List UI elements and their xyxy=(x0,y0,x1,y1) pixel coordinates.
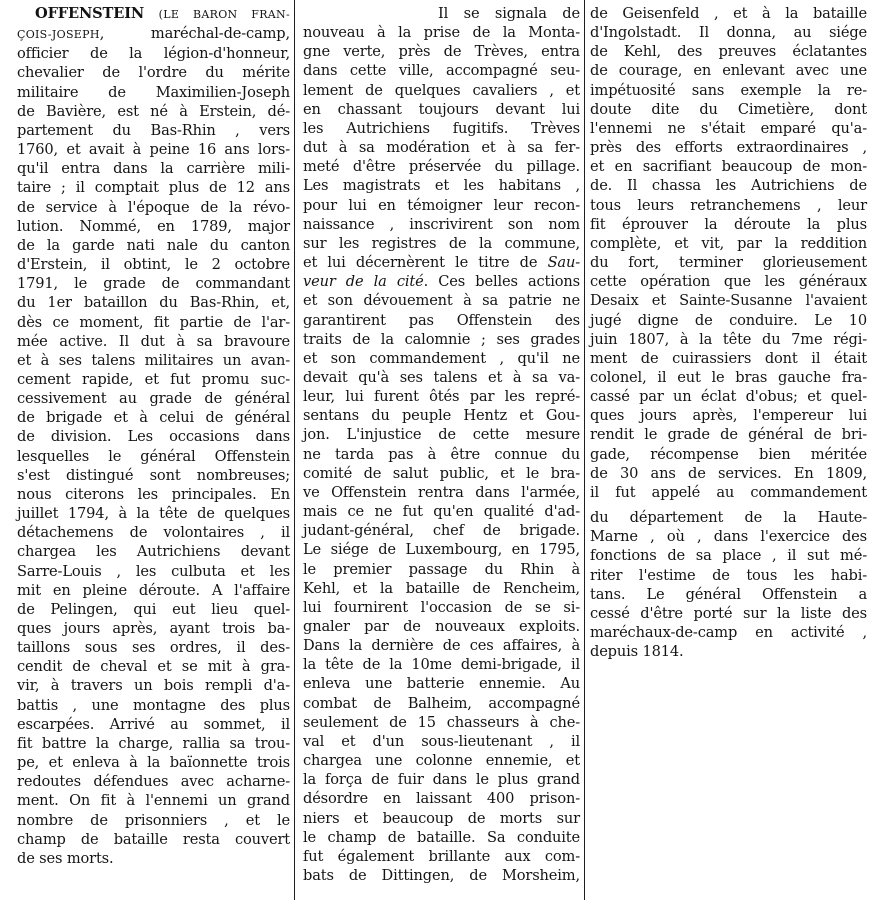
text-line: depuis 1814. xyxy=(590,643,684,661)
text-line: du fort, terminer glorieusement xyxy=(590,254,867,272)
text-line: ve Offenstein rentra dans l'armée, xyxy=(303,483,580,501)
text-line: 1791, le grade de commandant xyxy=(17,275,290,293)
text-line: Desaix et Sainte-Susanne l'avaient xyxy=(590,292,867,310)
text-line: ques jours après, ayant trois ba- xyxy=(17,620,290,637)
text-line: de service à l'époque de la révo- xyxy=(17,198,290,216)
text-line: taillons sous ses ordres, il des- xyxy=(17,639,290,657)
title-smallcaps: (LE BARON FRAN- xyxy=(158,8,290,21)
text-line: tous leurs retranchemens , leur xyxy=(590,196,867,214)
text-line: leur, lui furent ôtés par les repré- xyxy=(303,388,580,406)
text-line: juillet 1794, à la tête de quelques xyxy=(17,505,290,523)
text-line: partement du Bas-Rhin , vers xyxy=(17,121,290,139)
text-line: nous citerons les principales. En xyxy=(17,485,290,503)
text-line: pe, et enleva à la baïonnette trois xyxy=(17,754,290,772)
text-line: Il se signala de xyxy=(438,5,580,22)
text-line: chargea une colonne ennemie, et xyxy=(303,752,580,770)
text-line: de 30 ans de services. En 1809, xyxy=(590,464,867,482)
text-line: et en sacrifiant beaucoup de mon- xyxy=(590,158,867,176)
text-line: le premier passage du Rhin à xyxy=(303,560,580,578)
text-line: près des efforts extraordinaires , xyxy=(590,139,867,157)
text-line: impétuosité sans exemple la re- xyxy=(590,81,867,99)
text-line: val et d'un sous-lieutenant , il xyxy=(303,732,580,750)
text-line: devait qu'à ses talens et à sa va- xyxy=(303,368,580,386)
title-smallcaps: ÇOIS-JOSEPH xyxy=(17,28,100,42)
text-line: jugé digne de conduire. Le 10 xyxy=(590,311,867,329)
text-line: nombre de prisonniers , et le xyxy=(17,811,290,829)
text-line: cette opération que les généraux xyxy=(590,273,867,291)
text-line: champ de bataille resta couvert xyxy=(17,830,290,848)
text-line: de. Il chassa les Autrichiens de xyxy=(590,177,867,195)
text-line: judant-général, chef de brigade. xyxy=(303,522,580,540)
text-line: jon. L'injustice de cette mesure xyxy=(303,426,580,444)
subject-name: OFFENSTEIN xyxy=(35,5,145,22)
text-line: de la garde nati nale du canton xyxy=(17,236,290,254)
text-line: il fut appelé au commandement xyxy=(590,483,867,501)
text-line: sur les registres de la commune, xyxy=(303,234,580,252)
text-line: Dans la dernière de ces affaires, à xyxy=(303,637,580,655)
text-line: s'est distingué sont nombreuses; xyxy=(17,466,290,484)
text-line: gade, récompense bien méritée xyxy=(590,445,867,463)
text-line: comité de salut public, et le bra- xyxy=(303,464,580,482)
column-left xyxy=(17,4,290,868)
text-line: Sarre-Louis , les culbuta et les xyxy=(17,562,290,580)
text-line: cessé d'être porté sur la liste des xyxy=(590,604,867,622)
text-line: ques jours après, l'empereur lui xyxy=(590,407,867,425)
text-line: riter l'estime de tous les habi- xyxy=(590,566,867,584)
text-line xyxy=(17,4,290,24)
text-line: Les magistrats et les habitans , xyxy=(303,177,580,195)
text-line: en chassant toujours devant lui xyxy=(303,100,580,118)
text-line: seulement de 15 chasseurs à che- xyxy=(303,713,580,731)
text-line: complète, et vit, par la reddition xyxy=(590,234,867,252)
text-line: gne verte, près de Trèves, entra xyxy=(303,43,580,61)
text-line: lement de quelques cavaliers , et xyxy=(303,81,580,99)
text-line: lesquelles le général Offenstein xyxy=(17,447,290,465)
text-line: de Kehl, des preuves éclatantes xyxy=(590,43,867,61)
text-line: colonel, il eut le bras gauche fra- xyxy=(590,368,867,386)
text-line: pour lui en témoigner leur recon- xyxy=(303,196,580,214)
text-line: et lui décernèrent le titre de Sau- xyxy=(303,254,580,272)
text-line: nouveau à la prise de la Monta- xyxy=(303,24,580,42)
text-line: maréchaux-de-camp en activité , xyxy=(590,624,867,641)
text-line: de Pelingen, qui eut lieu quel- xyxy=(17,600,290,618)
text-line: du 1er bataillon du Bas-Rhin, et, xyxy=(17,294,290,312)
text-line: traits de la calomnie ; ses grades xyxy=(303,330,580,348)
text-line: désordre en laissant 400 prison- xyxy=(303,790,580,808)
text-line: 1760, et avait à peine 16 ans lors- xyxy=(17,141,290,159)
text-line: ment de cuirassiers dont il était xyxy=(590,349,867,367)
text-line: ne tarda pas à être connue du xyxy=(303,445,580,463)
text-line: enleva une batterie ennemie. Au xyxy=(303,675,580,693)
text-line: chevalier de l'ordre du mérite xyxy=(17,64,290,82)
text-line: d'Ingolstadt. Il donna, au siége xyxy=(590,24,867,42)
text-line: officier de la légion-d'honneur, xyxy=(17,45,290,63)
text-line: cassé par un éclat d'obus; et quel- xyxy=(590,388,867,406)
text-line: cendit de cheval et se mit à gra- xyxy=(17,658,290,676)
column-divider-left xyxy=(294,0,295,900)
text-line: fut également brillante aux com- xyxy=(303,847,580,865)
text-line: juin 1807, à la tête du 7me régi- xyxy=(590,330,867,348)
text-line: garantirent pas Offenstein des xyxy=(303,311,580,329)
text-line: de division. Les occasions dans xyxy=(17,428,290,446)
column-right xyxy=(590,4,867,661)
text-line: l'ennemi ne s'était emparé qu'a- xyxy=(590,119,867,137)
text-line: doute dite du Cimetière, dont xyxy=(590,100,867,118)
text-line: dès ce moment, fit partie de l'ar- xyxy=(17,313,290,331)
text-line: combat de Balheim, accompagné xyxy=(303,694,580,712)
text-line: redoutes défendues avec acharne- xyxy=(17,773,290,791)
text-line: chargea les Autrichiens devant xyxy=(17,543,290,561)
text-line: dans cette ville, accompagné seu- xyxy=(303,62,580,80)
text-line: battis , une montagne des plus xyxy=(17,696,290,714)
text-line: Le siége de Luxembourg, en 1795, xyxy=(303,541,580,559)
text-line: et son dévouement à sa patrie ne xyxy=(303,292,580,310)
text-line: les Autrichiens fugitifs. Trèves xyxy=(303,119,580,137)
text-line: de Bavière, est né à Erstein, dé- xyxy=(17,102,290,120)
text-line: la tête de la 10me demi-brigade, il xyxy=(303,656,580,674)
text-line: vir, à travers un bois rempli d'a- xyxy=(17,677,290,695)
text-line: bats de Dittingen, de Morsheim, xyxy=(303,867,580,885)
text-line: naissance , inscrivirent son nom xyxy=(303,215,580,233)
text-line: lution. Nommé, en 1789, major xyxy=(17,217,290,235)
text-line: la força de fuir dans le plus grand xyxy=(303,771,580,789)
column-divider-right xyxy=(584,0,585,900)
text-line: meté d'être préservée du pillage. xyxy=(303,158,580,176)
text-line: de ses morts. xyxy=(17,849,114,867)
text-line: tans. Le général Offenstein a xyxy=(590,585,867,603)
text-line: d'Erstein, il obtint, le 2 octobre xyxy=(17,256,290,274)
text-line: gnaler par de nouveaux exploits. xyxy=(303,618,580,635)
column-middle xyxy=(303,4,580,885)
text-line: rendit le grade de général de bri- xyxy=(590,426,867,444)
text-line: militaire de Maximilien-Joseph xyxy=(17,83,290,101)
text-line: et son commandement , qu'il ne xyxy=(303,349,580,367)
text-line: qu'il entra dans la carrière mili- xyxy=(17,160,290,178)
text-line: de brigade et à celui de général xyxy=(17,409,290,427)
text-line: mit en pleine déroute. A l'affaire xyxy=(17,581,290,599)
text-line: le champ de bataille. Sa conduite xyxy=(303,828,580,846)
text-line: cement rapide, et fut promu suc- xyxy=(17,370,290,388)
text-line: fonctions de sa place , il sut mé- xyxy=(590,547,867,565)
text-line: lui fournirent l'occasion de se si- xyxy=(303,598,580,616)
text-line: détachemens de volontaires , il xyxy=(17,524,290,542)
text-line: et à ses talens militaires un avan- xyxy=(17,351,290,369)
text-line: de courage, en enlevant avec une xyxy=(590,62,867,80)
text-line: ment. On fit à l'ennemi un grand xyxy=(17,792,290,810)
text-line: mée active. Il dut à sa bravoure xyxy=(17,332,290,350)
text-line: mais ce ne fut qu'en qualité d'ad- xyxy=(303,503,580,521)
text-line: ÇOIS-JOSEPH, maréchal-de-camp, xyxy=(17,25,290,43)
text-line: du département de la Haute- xyxy=(590,509,867,527)
text-line: de Geisenfeld , et à la bataille xyxy=(590,5,867,22)
text-line: niers et beaucoup de morts sur xyxy=(303,809,580,827)
text-line: dut à sa modération et à sa fer- xyxy=(303,139,580,157)
text-line: escarpées. Arrivé au sommet, il xyxy=(17,715,290,733)
text-line: Marne , où , dans l'exercice des xyxy=(590,528,867,546)
text-line: sentans du peuple Hentz et Gou- xyxy=(303,407,580,425)
text-line: taire ; il comptait plus de 12 ans xyxy=(17,179,290,197)
text-line: veur de la cité. Ces belles actions xyxy=(303,273,580,291)
text-line: fit battre la charge, rallia sa trou- xyxy=(17,734,290,752)
text-line: Kehl, et la bataille de Rencheim, xyxy=(303,579,580,597)
text-line: cessivement au grade de général xyxy=(17,390,290,408)
text-line: fit éprouver la déroute la plus xyxy=(590,215,867,233)
